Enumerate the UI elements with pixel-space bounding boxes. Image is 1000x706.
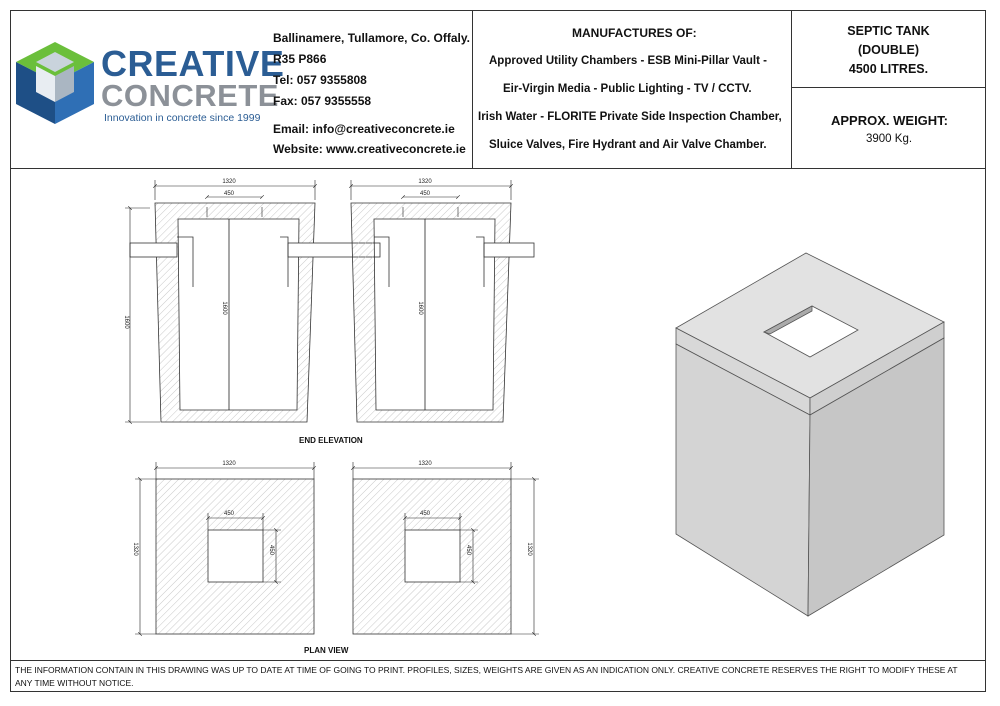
dim-elev-right-width: 1320 <box>418 179 432 185</box>
manufactures-line-1: Approved Utility Chambers - ESB Mini-Pillar Vault - <box>489 55 767 67</box>
plan-view-tank-left <box>156 479 314 634</box>
isometric-tank-render <box>676 253 944 616</box>
dim-plan-left-width: 1320 <box>222 461 236 467</box>
manufactures-heading: MANUFACTURES OF: <box>572 26 697 40</box>
end-elevation-tank-left <box>130 203 380 422</box>
address-line-1: Ballinamere, Tullamore, Co. Offaly. <box>273 31 470 45</box>
dim-plan-left-opening: 450 <box>223 511 235 517</box>
end-elevation-label: END ELEVATION <box>299 436 363 445</box>
logo-word-concrete: CONCRETE <box>101 78 279 113</box>
end-elevation-tank-right <box>351 203 534 422</box>
dim-elev-left-opening: 450 <box>223 191 235 197</box>
product-title-line-1: SEPTIC TANK <box>847 24 930 38</box>
weight-value: 3900 Kg. <box>866 133 913 145</box>
dim-elev-left-inner-height: 1600 <box>221 301 227 315</box>
manufactures-line-3: Irish Water - FLORITE Private Side Inspection Chamber, <box>478 111 782 123</box>
address-line-2: R35 P866 <box>273 52 327 66</box>
fax: Fax: 057 9355558 <box>273 94 372 108</box>
weight-label: APPROX. WEIGHT: <box>831 113 949 128</box>
dim-plan-left-opening-depth: 450 <box>268 544 274 556</box>
dim-elev-height: 1600 <box>123 315 129 329</box>
plan-view-tank-right <box>353 479 511 634</box>
manufactures-line-4: Sluice Valves, Fire Hydrant and Air Valve Chamber. <box>489 139 767 151</box>
dim-elev-right-inner-height: 1600 <box>417 301 423 315</box>
dim-plan-right-opening-depth: 450 <box>465 544 471 556</box>
product-title-line-3: 4500 LITRES. <box>848 62 929 76</box>
product-title-line-2: (DOUBLE) <box>857 43 920 57</box>
logo-word-creative: CREATIVE <box>101 43 285 84</box>
footer-notice: THE INFORMATION CONTAIN IN THIS DRAWING WAS UP TO DATE AT TIME OF GOING TO PRINT. PROFILES, SIZES, WEIGHTS ARE GIVEN AS AN INDICATION ONLY. CREATIVE CONCRETE RESERVES THE RIGHT TO MODIFY THESE AT ANY TIME WITHOUT NOTICE. <box>15 665 958 688</box>
manufactures-line-2: Eir-Virgin Media - Public Lighting - TV / CCTV. <box>503 83 752 95</box>
plan-view-label: PLAN VIEW <box>304 646 349 655</box>
telephone: Tel: 057 9355808 <box>273 73 367 87</box>
email: Email: info@creativeconcrete.ie <box>273 122 455 136</box>
dim-plan-right-depth: 1320 <box>526 542 532 556</box>
dim-elev-right-opening: 450 <box>419 191 431 197</box>
website: Website: www.creativeconcrete.ie <box>273 142 466 156</box>
dim-plan-left-depth: 1320 <box>132 542 138 556</box>
company-tagline: Innovation in concrete since 1999 <box>104 112 261 124</box>
dim-plan-right-width: 1320 <box>418 461 432 467</box>
dim-plan-right-opening: 450 <box>419 511 431 517</box>
dim-elev-left-width: 1320 <box>222 179 236 185</box>
